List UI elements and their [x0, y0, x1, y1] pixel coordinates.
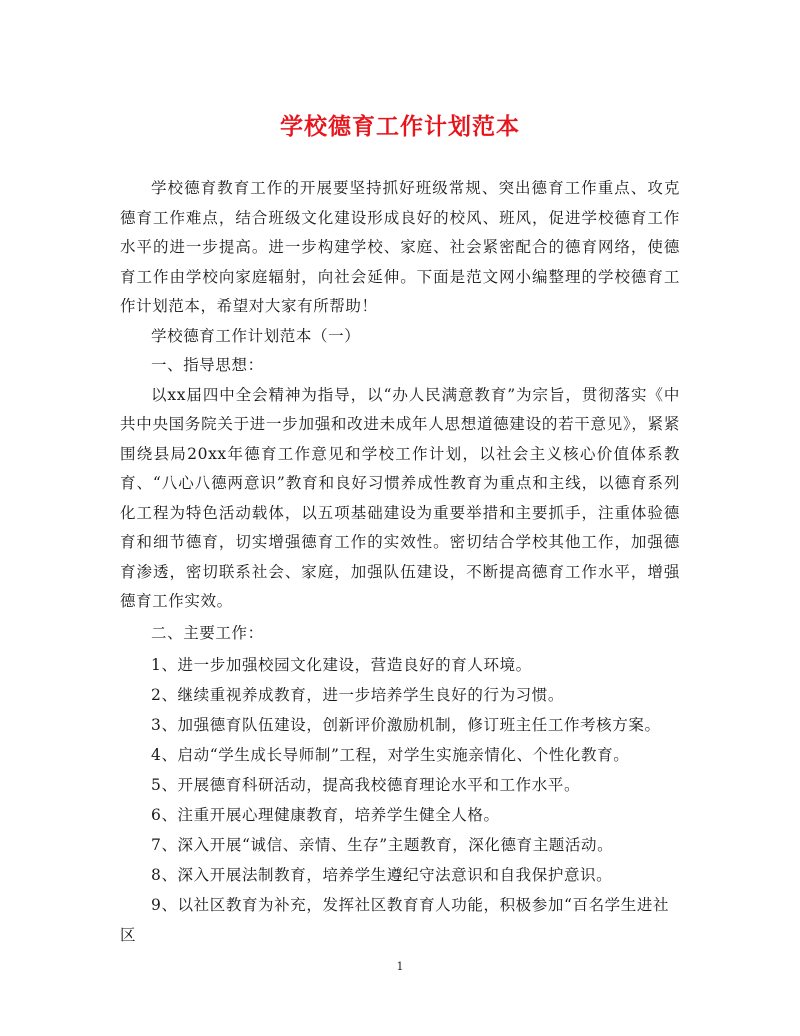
list-item: 6、注重开展心理健康教育，培养学生健全人格。	[151, 806, 500, 824]
list-item: 2、继续重视养成教育，进一步培养学生良好的行为习惯。	[151, 686, 564, 704]
list-item: 4、启动“学生成长导师制”工程，对学生实施亲情化、个性化教育。	[151, 746, 630, 764]
document-title: 学校德育工作计划范本	[280, 113, 520, 140]
intro-paragraph: 学校德育教育工作的开展要坚持抓好班级常规、突出德育工作重点、攻克德育工作难点，结合班级文化建设形成良好的校风、班风，促进学校德育工作水平的进一步提高。进一步构建学校、家庭、社会紧密配合的德育网络，使德育工作由学校向家庭辐射，向社会延伸。下面是范文网小编整理的学校德育工作计划范本，希望对大家有所帮助！	[120, 179, 680, 315]
document-body	[120, 174, 680, 950]
page-number: 1	[396, 960, 404, 973]
list-item: 3、加强德育队伍建设，创新评价激励机制，修订班主任工作考核方案。	[151, 716, 661, 734]
list-item: 7、深入开展“诚信、亲情、生存”主题教育，深化德育主题活动。	[151, 836, 614, 854]
main-work-list	[120, 650, 680, 950]
main-work-heading: 二、主要工作：	[151, 623, 264, 642]
guiding-heading: 一、指导思想：	[151, 356, 264, 374]
guiding-paragraph: 以xx届四中全会精神为指导，以“办人民满意教育”为宗旨，贯彻落实《中共中央国务院关于进一步加强和改进未成年人思想道德建设的若干意见》，紧紧围绕县局20xx年德育工作意见和学校工作计划，以社会主义核心价值体系教育、“八心八德两意识”教育和良好习惯养成性教育为重点和主线，以德育系列化工程为特色活动载体，以五项基础建设为重要举措和主要抓手，注重体验德育和细节德育，切实增强德育工作的实效性。密切结合学校其他工作，加强德育渗透，密切联系社会、家庭，加强队伍建设，不断提高德育工作水平，增强德育工作实效。	[120, 385, 680, 610]
list-item: 1、进一步加强校园文化建设，营造良好的育人环境。	[151, 656, 532, 674]
list-item: 5、开展德育科研活动，提高我校德育理论水平和工作水平。	[151, 776, 581, 794]
list-item: 9、以社区教育为补充，发挥社区教育育人功能，积极参加“百名学生进社区	[120, 896, 670, 944]
list-item: 8、深入开展法制教育，培养学生遵纪守法意识和自我保护意识。	[151, 866, 613, 884]
section-title: 学校德育工作计划范本（一）	[151, 326, 361, 345]
